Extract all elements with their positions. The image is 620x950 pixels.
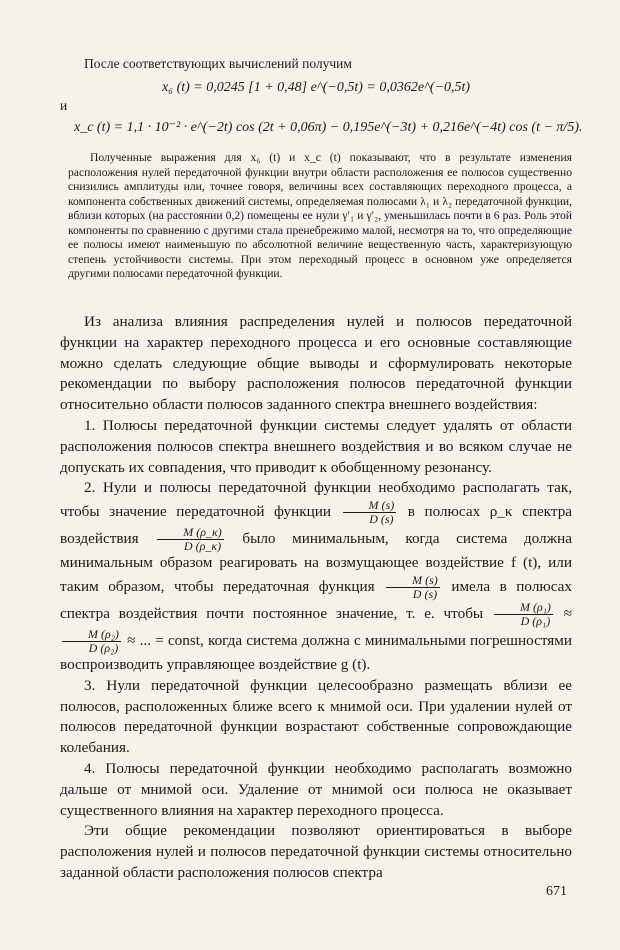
recommendation-2 xyxy=(60,478,572,675)
recommendation-1: 1. Полюсы передаточной функции системы следует удалять от области расположения полюсов спектра внешнего воздействия и во всяком случае не допускать их совпадения, что приводит к обобщенному резонансу. xyxy=(60,416,572,476)
rec2-text-e: имела в полюсах спектра воздействия почти постоянное значение, т. е. чтобы xyxy=(60,577,573,622)
conjunction: и xyxy=(60,98,68,113)
equation-x6: x₆ (t) = 0,0245 [1 + 0,48] e^(−0,5t) = 0,0362e^(−0,5t) xyxy=(162,80,471,95)
rec2-text-f: ≈ ... = const, когда система должна с минимальными погрешностями воспроизводить управляющее воздействие g (t). xyxy=(60,631,572,673)
commentary-paragraph: Полученные выражения для x₆ (t) и x_c (t) показывают, что в результате изменения расположения нулей передаточной функции внутри области расположения ее полюсов существенно снизились амплитуды или, точнее говоря, величины всех составляющих переходного процесса, а компонента собственных движений системы, определяемая полюсами λ₁ и λ₂ передаточной функции, вблизи которых (на расстоянии 0,2) помещены ее нули γ′₁ и γ′₂, уменьшилась почти в 6 раз. Роль этой компоненты по сравнению с другими стала пренебрежимо малой, несмотря на то, что определяющие ее полюсы имеют наименьшую по абсолютной величине вещественную часть, характеризующую степень устойчивости системы. При этом переходный процесс в основном уже определяется другими полюсами передаточной функции. xyxy=(68,151,572,281)
equation-xc: x_c (t) = 1,1 · 10⁻² · e^(−2t) cos (2t + 0,06π) − 0,195e^(−3t) + 0,216e^(−4t) cos (t − π/5). xyxy=(74,120,583,135)
page-number: 671 xyxy=(546,884,567,899)
recommendation-3: 3. Нули передаточной функции целесообразно размещать вблизи ее полюсов, расположенных ближе всего к мнимой оси. При удалении нулей от полюсов передаточной функции возрастают собственные сопровождающие колебания. xyxy=(60,676,572,757)
intro-line: После соответствующих вычислений получим xyxy=(84,56,352,71)
rec2-text-b: в полюсах xyxy=(407,503,481,521)
conclusions-intro: Из анализа влияния распределения нулей и полюсов передаточной функции на характер переходного процесса и его основные составляющие можно сделать следующие общие выводы и сформулировать некоторые рекомендации по выбору расположения полюсов передаточной функции относительно области полюсов заданного спектра внешнего воздействия: xyxy=(60,313,572,414)
rec2-text-c: ρ_κ спектра воздействия xyxy=(60,503,573,548)
fraction-ms-2: $\frac{M (s)}{D (s)}$ xyxy=(386,574,440,601)
fraction-rho2: $\frac{\text{M (ρ₂)}}{\text{D (ρ₂)}}$ xyxy=(62,628,121,655)
closing-paragraph: Эти общие рекомендации позволяют ориентироваться в выборе расположения нулей и полюсов передаточной функции системы относительно заданной области расположения полюсов спектра xyxy=(60,822,572,881)
recommendation-4: 4. Полюсы передаточной функции необходимо располагать возможно дальше от мнимой оси. Удаление от мнимой оси полюса не оказывает существенного влияния на характер переходного процесса. xyxy=(60,759,572,819)
main-text xyxy=(60,312,572,884)
rec2-text-d: было минимальным, когда система должна минимальным образом реагировать на возмущающее воздействие f (t), или таким образом, чтобы передаточная функция xyxy=(60,530,572,595)
approx-sign: ≈ xyxy=(563,604,573,622)
rec2-text-a: 2. Нули и полюсы передаточной функции необходимо располагать так, чтобы значение передаточной функции xyxy=(60,479,572,521)
fraction-mrho: $\frac{M (\rho\_\kappa)}{D (\rho\_\kappa)}$ xyxy=(157,526,224,553)
fraction-rho1: $\frac{\text{M (ρ₁)}}{\text{D (ρ₁)}}$ xyxy=(494,601,553,628)
fraction-ms: $\frac{M (s)}{D (s)}$ xyxy=(343,499,397,526)
